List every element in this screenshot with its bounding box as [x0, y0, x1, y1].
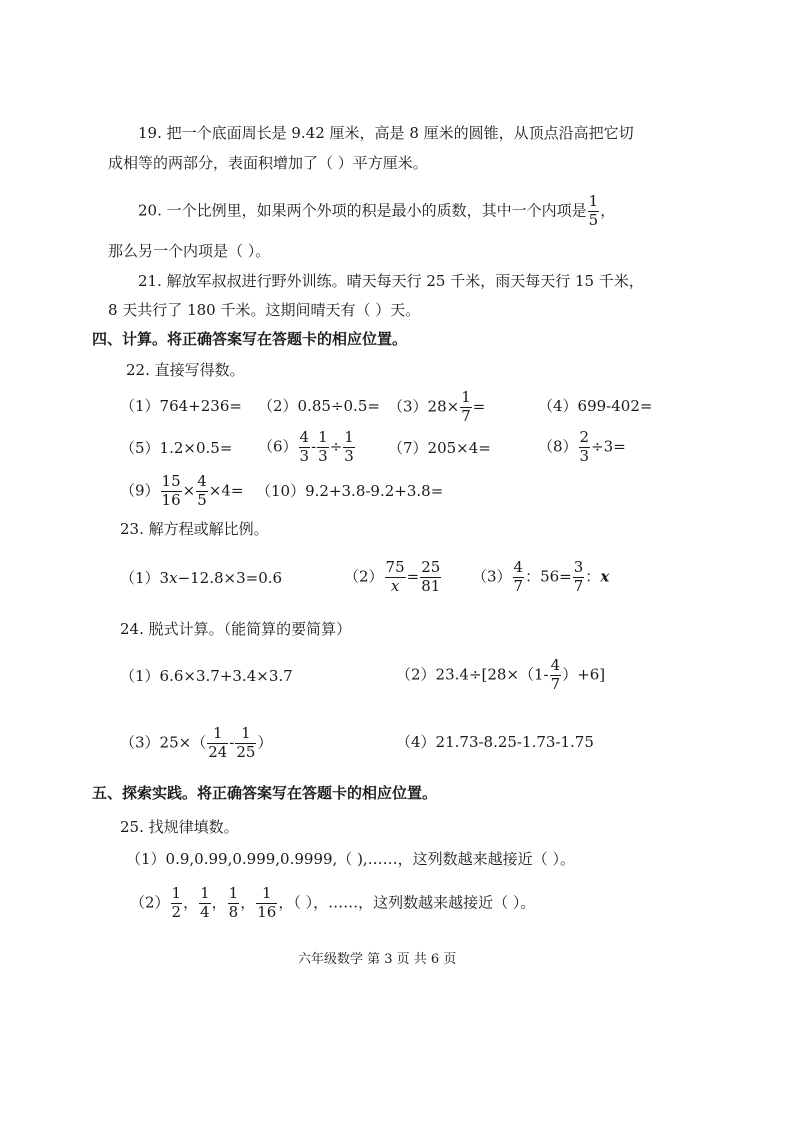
fraction-denominator: 8	[228, 902, 239, 921]
fraction-denominator: 7	[550, 674, 561, 693]
fraction-denominator: 3	[579, 446, 590, 465]
separator: ，	[278, 893, 294, 912]
fraction-numerator: 4	[299, 428, 310, 446]
q23-item-3-fraction-a	[513, 560, 525, 595]
q24-item-3	[120, 726, 272, 761]
q25-item-2-rest: （ ），……，这列数越来越接近（ ）。	[293, 893, 536, 912]
fraction-denominator: 3	[299, 446, 310, 465]
q22-item-3-equals: =	[472, 397, 486, 416]
fraction-numerator: 25	[421, 558, 441, 576]
q24-item-3-fraction-a	[207, 726, 228, 761]
q23-item-1-rest: −12.8×3=0.6	[177, 569, 283, 587]
fraction-numerator: 1	[171, 884, 182, 902]
q23-title: 23. 解方程或解比例。	[120, 520, 269, 538]
operator: -	[229, 733, 235, 752]
fraction-numerator: 1	[318, 428, 328, 446]
q22-item-6-fraction-a	[299, 430, 311, 465]
q24-item-2-text: （2）23.4÷[28×（1-	[396, 665, 549, 684]
q22-item-2: （2）0.85÷0.5=	[258, 397, 380, 415]
q25-fraction-2	[199, 886, 211, 921]
q22-item-6-fraction-c	[343, 430, 355, 465]
q20-comma: ，	[600, 201, 616, 220]
q22-item-6-fraction-b	[317, 430, 329, 465]
q24-item-2	[396, 658, 605, 693]
q22-item-9-rest: ×4=	[208, 481, 244, 500]
q22-item-8-rest: ÷3=	[591, 437, 626, 456]
fraction-denominator: 3	[318, 446, 328, 465]
fraction-numerator: 4	[513, 558, 524, 576]
q23-item-3-label: （3）	[472, 567, 512, 586]
q22-title: 22. 直接写得数。	[126, 361, 245, 379]
section-4-heading: 四、计算。将正确答案写在答题卡的相应位置。	[92, 330, 408, 348]
fraction-numerator: 4	[550, 656, 561, 674]
q22-item-6	[258, 430, 356, 465]
variable-x: x	[600, 567, 610, 586]
q21-line2: 8 天共行了 180 千米。这期间晴天有（ ）天。	[108, 301, 421, 319]
fraction-numerator: 15	[161, 472, 181, 490]
operator: ÷	[329, 437, 343, 456]
q25-item-1: （1）0.9,0.99,0.999,0.9999,（ ),……，这列数越来越接近（ ）。	[126, 850, 575, 868]
fraction-denominator: 7	[573, 576, 584, 595]
variable-x: x	[169, 569, 178, 587]
fraction-numerator: 1	[461, 388, 471, 406]
q23-item-3-fraction-b	[573, 560, 585, 595]
fraction-denominator: 24	[208, 742, 228, 761]
operator: ×	[182, 481, 196, 500]
fraction-numerator: 1	[256, 886, 277, 904]
q23-item-2-fraction-a	[385, 560, 406, 595]
q22-item-1: （1）764+236=	[120, 397, 242, 415]
q21-line1: 21. 解放军叔叔进行野外训练。晴天每天行 25 千米，雨天每天行 15 千米，	[138, 272, 644, 290]
q22-item-7: （7）205×4=	[388, 439, 491, 457]
section-5-heading: 五、探索实践。将正确答案写在答题卡的相应位置。	[92, 784, 438, 802]
q22-item-9-fraction-b	[196, 474, 208, 509]
fraction-denominator: 4	[200, 902, 210, 921]
fraction-denominator: 7	[461, 406, 471, 425]
q24-item-3-fraction-b	[235, 726, 256, 761]
q22-item-8-label: （8）	[538, 437, 578, 456]
fraction-numerator: 3	[573, 558, 584, 576]
fraction-numerator: 1	[588, 192, 599, 210]
q23-item-2	[344, 560, 442, 595]
q20-line2: 那么另一个内项是（ ）。	[108, 242, 271, 260]
q22-item-5: （5）1.2×0.5=	[120, 439, 233, 457]
fraction-denominator: x	[390, 576, 400, 595]
q22-item-9-fraction-a	[161, 474, 182, 509]
q24-item-2-fraction	[550, 658, 562, 693]
q23-item-1-label: （1）3	[120, 569, 170, 587]
operator: -	[311, 437, 317, 456]
fraction-numerator: 1	[200, 884, 210, 902]
separator: ，	[211, 893, 227, 912]
q22-item-3-fraction	[460, 390, 472, 425]
page-footer: 六年级数学 第 3 页 共 6 页	[298, 952, 457, 967]
q19-line1: 19. 把一个底面周长是 9.42 厘米，高是 8 厘米的圆锥，从顶点沿高把它切	[138, 124, 634, 142]
q24-item-4: （4）21.73-8.25-1.73-1.75	[396, 733, 594, 751]
q23-item-3	[472, 560, 609, 595]
separator: ，	[240, 893, 256, 912]
fraction-numerator: 1	[235, 726, 256, 744]
q20-fraction	[588, 194, 600, 229]
ratio-colon: ：	[585, 567, 601, 586]
q22-item-8-fraction	[579, 430, 591, 465]
fraction-denominator: 5	[588, 210, 599, 229]
q20-text: 20. 一个比例里，如果两个外项的积是最小的质数，其中一个内项是	[138, 201, 587, 220]
fraction-numerator: 2	[579, 428, 590, 446]
fraction-denominator: 16	[257, 902, 277, 921]
q25-fraction-3	[228, 886, 240, 921]
separator: ，	[183, 893, 199, 912]
q24-item-3-rest: ）	[257, 733, 273, 752]
equals-sign: =	[406, 567, 420, 586]
fraction-denominator: 2	[171, 902, 182, 921]
q24-item-1: （1）6.6×3.7+3.4×3.7	[120, 667, 293, 685]
q20-line1	[138, 194, 615, 229]
q22-item-4: （4）699-402=	[538, 397, 653, 415]
fraction-numerator: 1	[228, 884, 239, 902]
fraction-numerator: 75	[385, 558, 405, 576]
fraction-denominator: 81	[421, 576, 441, 595]
q23-item-3-middle: ：56=	[525, 567, 572, 586]
q25-fraction-1	[171, 886, 183, 921]
q25-title: 25. 找规律填数。	[120, 818, 239, 836]
fraction-numerator: 1	[207, 726, 228, 744]
q24-title: 24. 脱式计算。（能简算的要简算）	[120, 620, 352, 638]
q22-item-6-label: （6）	[258, 437, 298, 456]
q22-item-9-label: （9）	[120, 481, 160, 500]
q24-item-3-text: （3）25×（	[120, 733, 207, 752]
q22-item-9	[120, 474, 243, 509]
fraction-denominator: 7	[513, 576, 524, 595]
q23-item-1	[120, 571, 282, 586]
q22-item-3-text: （3）28×	[388, 397, 460, 416]
q22-item-10: （10）9.2+3.8-9.2+3.8=	[256, 482, 444, 500]
q19-line2: 成相等的两部分，表面积增加了（ ）平方厘米。	[108, 154, 428, 172]
fraction-numerator: 1	[344, 428, 354, 446]
q25-item-2-label: （2）	[130, 893, 170, 912]
fraction-denominator: 3	[344, 446, 354, 465]
fraction-denominator: 16	[161, 490, 181, 509]
fraction-denominator: 25	[236, 742, 256, 761]
q25-fraction-4	[256, 886, 277, 921]
fraction-numerator: 4	[197, 472, 207, 490]
q22-item-8	[538, 430, 626, 465]
q23-item-2-fraction-b	[420, 560, 441, 595]
q22-item-3	[388, 390, 485, 425]
q23-item-2-label: （2）	[344, 567, 384, 586]
fraction-denominator: 5	[197, 490, 207, 509]
q25-item-2	[130, 886, 535, 921]
q24-item-2-rest: ）+6]	[562, 665, 606, 684]
